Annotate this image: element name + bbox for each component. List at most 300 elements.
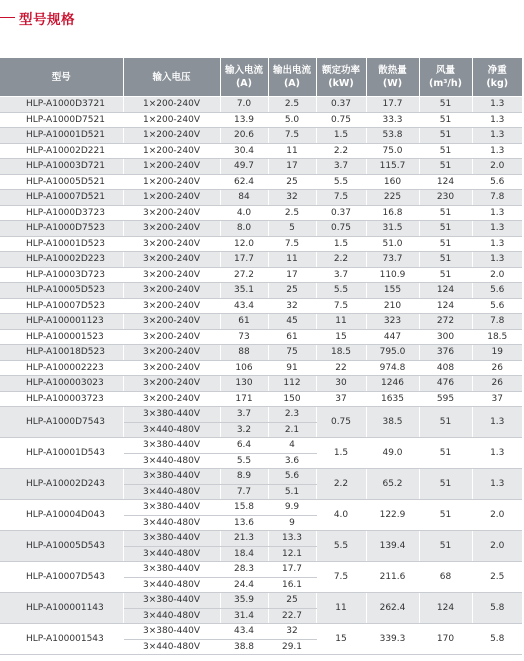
cell-voltage: 3×200-240V [123, 376, 220, 392]
cell-weight: 1.3 [472, 407, 522, 438]
table-row [0, 236, 522, 252]
cell-model: HLP-A100001523 [0, 329, 123, 345]
cell-model: HLP-A10002D243 [0, 469, 123, 500]
cell-power: 0.75 [316, 407, 366, 438]
cell-heat: 795.0 [366, 345, 419, 361]
cell-voltage: 3×380-440V [123, 469, 220, 485]
cell-heat: 122.9 [366, 500, 419, 531]
cell-weight: 2.5 [472, 562, 522, 593]
cell-weight: 37 [472, 391, 522, 407]
cell-output-current: 32 [268, 298, 316, 314]
table-row [0, 593, 522, 609]
cell-voltage: 1×200-240V [123, 97, 220, 113]
cell-input-current: 8.0 [220, 221, 268, 237]
cell-input-current: 61 [220, 314, 268, 330]
cell-output-current: 5.6 [268, 469, 316, 485]
cell-power: 7.5 [316, 562, 366, 593]
cell-input-current: 20.6 [220, 128, 268, 144]
table-row [0, 500, 522, 516]
cell-voltage: 3×200-240V [123, 283, 220, 299]
table-header-row [0, 58, 522, 97]
table-row [0, 283, 522, 299]
cell-weight: 18.5 [472, 329, 522, 345]
cell-power: 0.75 [316, 221, 366, 237]
cell-voltage: 3×200-240V [123, 298, 220, 314]
cell-heat: 33.3 [366, 112, 419, 128]
table-row [0, 221, 522, 237]
cell-power: 3.7 [316, 267, 366, 283]
col-header-voltage-text: 输入电压 [152, 71, 191, 83]
cell-output-current: 7.5 [268, 128, 316, 144]
cell-heat: 1635 [366, 391, 419, 407]
cell-output-current: 5.0 [268, 112, 316, 128]
cell-output-current: 9 [268, 515, 316, 531]
cell-input-current: 27.2 [220, 267, 268, 283]
col-header-voltage [123, 58, 220, 97]
cell-airflow: 408 [419, 360, 472, 376]
table-row [0, 531, 522, 547]
cell-voltage: 1×200-240V [123, 128, 220, 144]
cell-input-current: 49.7 [220, 159, 268, 175]
cell-weight: 5.8 [472, 624, 522, 655]
cell-input-current: 171 [220, 391, 268, 407]
cell-input-current: 43.4 [220, 298, 268, 314]
cell-input-current: 30.4 [220, 143, 268, 159]
cell-output-current: 29.1 [268, 639, 316, 655]
cell-model: HLP-A10002D223 [0, 252, 123, 268]
cell-heat: 115.7 [366, 159, 419, 175]
cell-heat: 110.9 [366, 267, 419, 283]
col-header-power [316, 58, 366, 97]
cell-airflow: 51 [419, 531, 472, 562]
cell-weight: 5.6 [472, 174, 522, 190]
cell-airflow: 51 [419, 236, 472, 252]
cell-weight: 1.3 [472, 143, 522, 159]
cell-voltage: 1×200-240V [123, 112, 220, 128]
cell-airflow: 272 [419, 314, 472, 330]
cell-input-current: 5.5 [220, 453, 268, 469]
cell-airflow: 51 [419, 407, 472, 438]
cell-model: HLP-A1000D7521 [0, 112, 123, 128]
cell-power: 37 [316, 391, 366, 407]
cell-output-current: 2.3 [268, 407, 316, 423]
cell-weight: 1.3 [472, 128, 522, 144]
cell-model: HLP-A100002223 [0, 360, 123, 376]
col-header-power-text: 额定功率 [321, 65, 360, 76]
cell-power: 11 [316, 593, 366, 624]
cell-model: HLP-A10001D543 [0, 438, 123, 469]
cell-input-current: 13.6 [220, 515, 268, 531]
cell-heat: 73.7 [366, 252, 419, 268]
cell-model: HLP-A1000D7523 [0, 221, 123, 237]
cell-voltage: 3×200-240V [123, 345, 220, 361]
cell-model: HLP-A10001D521 [0, 128, 123, 144]
cell-output-current: 32 [268, 190, 316, 206]
cell-input-current: 130 [220, 376, 268, 392]
table-row [0, 438, 522, 454]
cell-voltage: 3×200-240V [123, 252, 220, 268]
cell-heat: 31.5 [366, 221, 419, 237]
cell-voltage: 3×440-480V [123, 515, 220, 531]
col-header-input-current-unit: (A) [235, 78, 253, 89]
cell-output-current: 25 [268, 174, 316, 190]
cell-power: 5.5 [316, 174, 366, 190]
cell-model: HLP-A1000D3721 [0, 97, 123, 113]
col-header-model-text: 型号 [51, 71, 71, 83]
cell-heat: 51.0 [366, 236, 419, 252]
cell-heat: 139.4 [366, 531, 419, 562]
cell-power: 2.2 [316, 252, 366, 268]
table-row [0, 469, 522, 485]
cell-output-current: 12.1 [268, 546, 316, 562]
cell-airflow: 51 [419, 221, 472, 237]
cell-voltage: 3×380-440V [123, 407, 220, 423]
cell-weight: 2.0 [472, 267, 522, 283]
cell-voltage: 3×440-480V [123, 453, 220, 469]
cell-voltage: 3×380-440V [123, 531, 220, 547]
cell-output-current: 13.3 [268, 531, 316, 547]
cell-model: HLP-A10001D523 [0, 236, 123, 252]
cell-voltage: 3×440-480V [123, 577, 220, 593]
cell-airflow: 51 [419, 159, 472, 175]
cell-model: HLP-A100001143 [0, 593, 123, 624]
cell-output-current: 11 [268, 252, 316, 268]
col-header-weight [472, 58, 522, 97]
table-row [0, 376, 522, 392]
cell-model: HLP-A10005D523 [0, 283, 123, 299]
table-row [0, 97, 522, 113]
cell-heat: 16.8 [366, 205, 419, 221]
cell-airflow: 51 [419, 469, 472, 500]
cell-airflow: 124 [419, 174, 472, 190]
cell-voltage: 1×200-240V [123, 190, 220, 206]
cell-model: HLP-A1000D7543 [0, 407, 123, 438]
cell-output-current: 22.7 [268, 608, 316, 624]
cell-voltage: 3×380-440V [123, 562, 220, 578]
cell-airflow: 230 [419, 190, 472, 206]
cell-output-current: 9.9 [268, 500, 316, 516]
cell-voltage: 3×440-480V [123, 484, 220, 500]
table-row [0, 329, 522, 345]
cell-input-current: 73 [220, 329, 268, 345]
cell-input-current: 84 [220, 190, 268, 206]
col-header-power-unit: (kW) [328, 78, 354, 89]
cell-input-current: 18.4 [220, 546, 268, 562]
cell-voltage: 3×200-240V [123, 221, 220, 237]
table-row [0, 314, 522, 330]
cell-power: 4.0 [316, 500, 366, 531]
cell-input-current: 7.7 [220, 484, 268, 500]
cell-power: 3.7 [316, 159, 366, 175]
cell-airflow: 51 [419, 438, 472, 469]
cell-heat: 339.3 [366, 624, 419, 655]
cell-model: HLP-A100003723 [0, 391, 123, 407]
cell-output-current: 45 [268, 314, 316, 330]
cell-voltage: 3×440-480V [123, 422, 220, 438]
cell-airflow: 124 [419, 298, 472, 314]
cell-input-current: 28.3 [220, 562, 268, 578]
cell-power: 2.2 [316, 469, 366, 500]
col-header-weight-text: 净重 [487, 65, 507, 76]
cell-airflow: 51 [419, 252, 472, 268]
cell-model: HLP-A10003D721 [0, 159, 123, 175]
cell-power: 7.5 [316, 190, 366, 206]
cell-input-current: 38.8 [220, 639, 268, 655]
cell-model: HLP-A10018D523 [0, 345, 123, 361]
cell-output-current: 2.1 [268, 422, 316, 438]
cell-power: 0.37 [316, 97, 366, 113]
cell-output-current: 17 [268, 267, 316, 283]
cell-input-current: 24.4 [220, 577, 268, 593]
cell-power: 0.37 [316, 205, 366, 221]
cell-weight: 2.0 [472, 159, 522, 175]
cell-output-current: 17 [268, 159, 316, 175]
cell-airflow: 300 [419, 329, 472, 345]
cell-voltage: 3×440-480V [123, 639, 220, 655]
cell-power: 11 [316, 314, 366, 330]
col-header-airflow-text: 风量 [435, 65, 455, 76]
cell-input-current: 88 [220, 345, 268, 361]
cell-voltage: 3×380-440V [123, 624, 220, 640]
cell-weight: 2.0 [472, 531, 522, 562]
cell-weight: 19 [472, 345, 522, 361]
cell-model: HLP-A1000D3723 [0, 205, 123, 221]
cell-input-current: 3.2 [220, 422, 268, 438]
cell-heat: 17.7 [366, 97, 419, 113]
cell-weight: 1.3 [472, 438, 522, 469]
section-title: 型号规格 [19, 12, 75, 28]
cell-heat: 210 [366, 298, 419, 314]
cell-input-current: 12.0 [220, 236, 268, 252]
cell-model: HLP-A100003023 [0, 376, 123, 392]
col-header-output-current-text: 输出电流 [272, 65, 311, 76]
cell-airflow: 476 [419, 376, 472, 392]
cell-heat: 211.6 [366, 562, 419, 593]
cell-input-current: 17.7 [220, 252, 268, 268]
cell-voltage: 3×200-240V [123, 267, 220, 283]
table-row [0, 128, 522, 144]
cell-model: HLP-A10007D521 [0, 190, 123, 206]
cell-airflow: 51 [419, 128, 472, 144]
cell-airflow: 595 [419, 391, 472, 407]
cell-heat: 155 [366, 283, 419, 299]
cell-output-current: 17.7 [268, 562, 316, 578]
cell-model: HLP-A10007D543 [0, 562, 123, 593]
cell-weight: 1.3 [472, 236, 522, 252]
table-body [0, 97, 522, 655]
cell-heat: 262.4 [366, 593, 419, 624]
cell-output-current: 3.6 [268, 453, 316, 469]
col-header-output-current-unit: (A) [283, 78, 301, 89]
cell-input-current: 6.4 [220, 438, 268, 454]
cell-power: 22 [316, 360, 366, 376]
cell-airflow: 376 [419, 345, 472, 361]
cell-power: 0.75 [316, 112, 366, 128]
cell-output-current: 32 [268, 624, 316, 640]
table-row [0, 205, 522, 221]
table-row [0, 112, 522, 128]
cell-power: 1.5 [316, 128, 366, 144]
col-header-airflow-unit: (m³/h) [429, 78, 462, 89]
cell-input-current: 8.9 [220, 469, 268, 485]
cell-output-current: 112 [268, 376, 316, 392]
cell-output-current: 16.1 [268, 577, 316, 593]
cell-airflow: 51 [419, 267, 472, 283]
cell-output-current: 91 [268, 360, 316, 376]
cell-weight: 1.3 [472, 112, 522, 128]
cell-voltage: 3×200-240V [123, 391, 220, 407]
cell-airflow: 51 [419, 97, 472, 113]
cell-heat: 75.0 [366, 143, 419, 159]
table-row [0, 174, 522, 190]
cell-input-current: 13.9 [220, 112, 268, 128]
cell-power: 2.2 [316, 143, 366, 159]
cell-weight: 5.6 [472, 298, 522, 314]
cell-weight: 5.6 [472, 283, 522, 299]
col-header-heat [366, 58, 419, 97]
cell-weight: 1.3 [472, 469, 522, 500]
table-row [0, 143, 522, 159]
cell-weight: 26 [472, 360, 522, 376]
table-row [0, 159, 522, 175]
cell-power: 7.5 [316, 298, 366, 314]
cell-power: 15 [316, 329, 366, 345]
cell-weight: 1.3 [472, 205, 522, 221]
cell-input-current: 31.4 [220, 608, 268, 624]
cell-output-current: 25 [268, 283, 316, 299]
col-header-heat-unit: (W) [382, 78, 403, 89]
cell-weight: 2.0 [472, 500, 522, 531]
cell-voltage: 3×380-440V [123, 500, 220, 516]
cell-model: HLP-A10003D723 [0, 267, 123, 283]
col-header-output-current [268, 58, 316, 97]
cell-weight: 5.8 [472, 593, 522, 624]
cell-voltage: 3×440-480V [123, 608, 220, 624]
table-row [0, 624, 522, 640]
cell-input-current: 3.7 [220, 407, 268, 423]
title-accent-line [0, 17, 15, 18]
cell-heat: 225 [366, 190, 419, 206]
cell-output-current: 5.1 [268, 484, 316, 500]
cell-model: HLP-A10005D521 [0, 174, 123, 190]
cell-airflow: 51 [419, 500, 472, 531]
cell-voltage: 3×200-240V [123, 236, 220, 252]
cell-output-current: 75 [268, 345, 316, 361]
table-row [0, 252, 522, 268]
col-header-weight-unit: (kg) [486, 78, 509, 89]
cell-airflow: 51 [419, 112, 472, 128]
cell-model: HLP-A10007D523 [0, 298, 123, 314]
col-header-airflow [419, 58, 472, 97]
cell-model: HLP-A10005D543 [0, 531, 123, 562]
cell-heat: 49.0 [366, 438, 419, 469]
cell-power: 1.5 [316, 236, 366, 252]
cell-power: 30 [316, 376, 366, 392]
cell-input-current: 106 [220, 360, 268, 376]
section-header [0, 6, 524, 28]
spec-table [0, 58, 522, 655]
cell-voltage: 1×200-240V [123, 159, 220, 175]
cell-weight: 26 [472, 376, 522, 392]
cell-model: HLP-A10002D221 [0, 143, 123, 159]
cell-power: 5.5 [316, 283, 366, 299]
col-header-model [0, 58, 123, 97]
cell-model: HLP-A100001543 [0, 624, 123, 655]
cell-heat: 1246 [366, 376, 419, 392]
col-header-heat-text: 散热量 [378, 65, 407, 76]
cell-input-current: 62.4 [220, 174, 268, 190]
cell-weight: 1.3 [472, 97, 522, 113]
cell-airflow: 170 [419, 624, 472, 655]
table-row [0, 345, 522, 361]
cell-airflow: 51 [419, 143, 472, 159]
cell-input-current: 35.9 [220, 593, 268, 609]
col-header-input-current-text: 输入电流 [224, 65, 263, 76]
cell-model: HLP-A100001123 [0, 314, 123, 330]
cell-voltage: 3×200-240V [123, 314, 220, 330]
cell-power: 5.5 [316, 531, 366, 562]
table-row [0, 391, 522, 407]
cell-input-current: 35.1 [220, 283, 268, 299]
cell-weight: 1.3 [472, 252, 522, 268]
cell-heat: 38.5 [366, 407, 419, 438]
cell-airflow: 124 [419, 593, 472, 624]
cell-output-current: 61 [268, 329, 316, 345]
cell-output-current: 2.5 [268, 205, 316, 221]
cell-input-current: 43.4 [220, 624, 268, 640]
cell-output-current: 2.5 [268, 97, 316, 113]
cell-voltage: 3×380-440V [123, 593, 220, 609]
cell-output-current: 4 [268, 438, 316, 454]
cell-airflow: 68 [419, 562, 472, 593]
col-header-input-current [220, 58, 268, 97]
cell-heat: 65.2 [366, 469, 419, 500]
cell-weight: 1.3 [472, 221, 522, 237]
cell-voltage: 3×380-440V [123, 438, 220, 454]
cell-power: 15 [316, 624, 366, 655]
table-row [0, 190, 522, 206]
table-row [0, 267, 522, 283]
cell-heat: 447 [366, 329, 419, 345]
cell-heat: 974.8 [366, 360, 419, 376]
cell-input-current: 7.0 [220, 97, 268, 113]
table-row [0, 407, 522, 423]
table-row [0, 562, 522, 578]
cell-output-current: 25 [268, 593, 316, 609]
cell-voltage: 3×200-240V [123, 205, 220, 221]
cell-heat: 323 [366, 314, 419, 330]
cell-input-current: 21.3 [220, 531, 268, 547]
cell-weight: 7.8 [472, 314, 522, 330]
cell-heat: 53.8 [366, 128, 419, 144]
cell-output-current: 5 [268, 221, 316, 237]
cell-model: HLP-A10004D043 [0, 500, 123, 531]
cell-input-current: 15.8 [220, 500, 268, 516]
cell-power: 18.5 [316, 345, 366, 361]
cell-power: 1.5 [316, 438, 366, 469]
cell-weight: 7.8 [472, 190, 522, 206]
cell-output-current: 150 [268, 391, 316, 407]
cell-voltage: 1×200-240V [123, 143, 220, 159]
cell-airflow: 124 [419, 283, 472, 299]
cell-heat: 160 [366, 174, 419, 190]
cell-output-current: 11 [268, 143, 316, 159]
cell-airflow: 51 [419, 205, 472, 221]
table-row [0, 360, 522, 376]
cell-input-current: 4.0 [220, 205, 268, 221]
table-row [0, 298, 522, 314]
cell-voltage: 3×200-240V [123, 360, 220, 376]
